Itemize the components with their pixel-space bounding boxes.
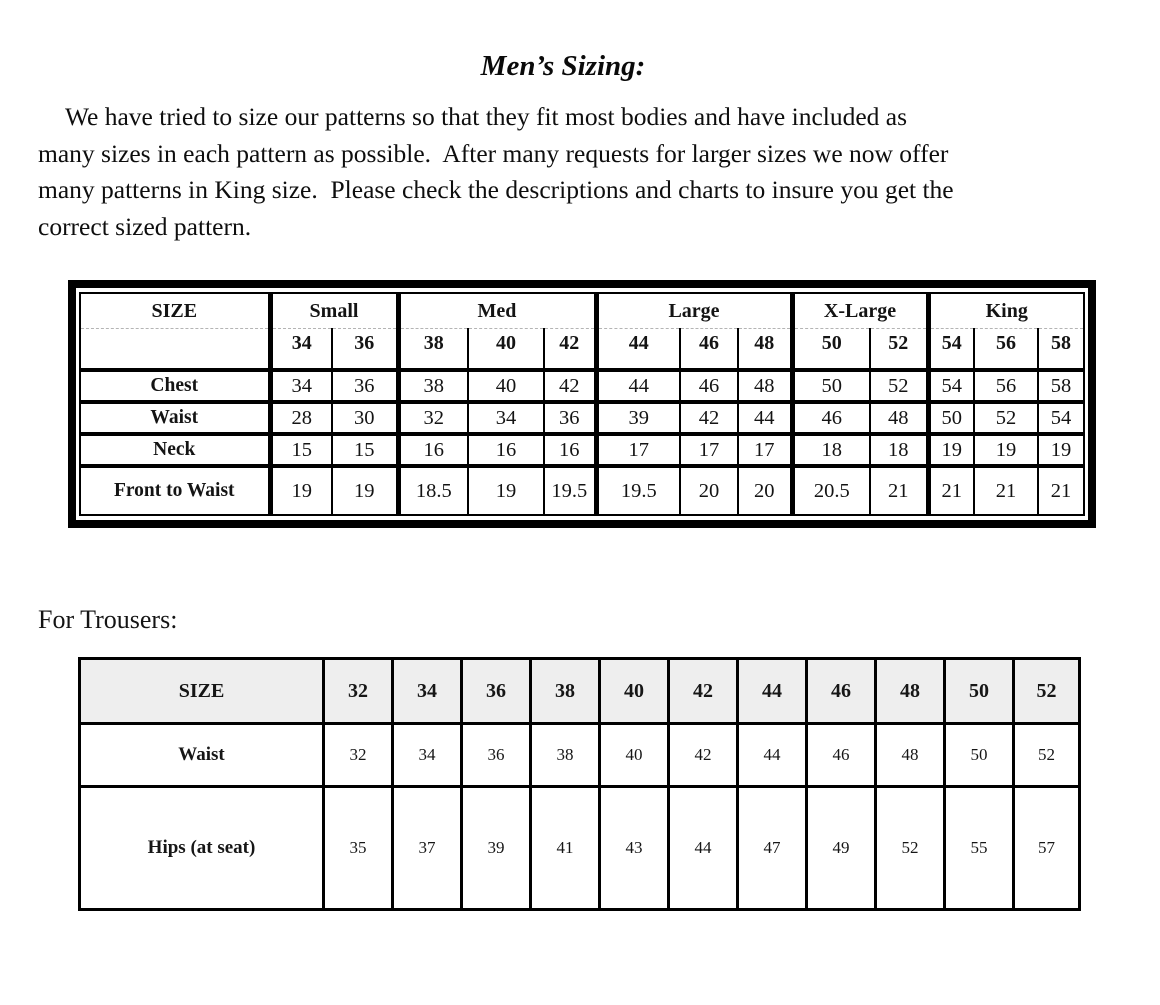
trousers-size-column-header: 42 bbox=[669, 659, 738, 724]
trousers-value-cell: 50 bbox=[945, 724, 1014, 787]
trousers-size-column-header: 50 bbox=[945, 659, 1014, 724]
size-value-cell: 18.5 bbox=[398, 466, 468, 515]
size-value-cell: 58 bbox=[1038, 370, 1084, 402]
trousers-size-column-header: 32 bbox=[324, 659, 393, 724]
size-value-cell: 52 bbox=[974, 402, 1038, 434]
measurement-row-label: Front to Waist bbox=[80, 466, 270, 515]
size-value-cell: 16 bbox=[544, 434, 596, 466]
trousers-value-cell: 52 bbox=[1014, 724, 1080, 787]
size-group-header: Med bbox=[398, 293, 596, 329]
size-column-header: 50 bbox=[792, 329, 870, 371]
size-column-header: 44 bbox=[596, 329, 680, 371]
size-table-corner-empty-cell bbox=[80, 329, 270, 371]
trousers-value-cell: 39 bbox=[462, 787, 531, 910]
size-value-cell: 19.5 bbox=[544, 466, 596, 515]
size-group-header: King bbox=[928, 293, 1084, 329]
size-value-cell: 44 bbox=[738, 402, 792, 434]
page-title: Men’s Sizing: bbox=[480, 50, 646, 82]
size-value-cell: 36 bbox=[332, 370, 398, 402]
intro-line: We have tried to size our patterns so that they fit most bodies and have included as bbox=[65, 102, 908, 131]
measurement-row-label: Hips (at seat) bbox=[80, 787, 324, 910]
size-value-cell: 42 bbox=[544, 370, 596, 402]
size-table-row bbox=[80, 466, 1084, 515]
size-column-header: 40 bbox=[468, 329, 544, 371]
intro-line: many patterns in King size. Please check the descriptions and charts to insure you get the bbox=[38, 175, 954, 205]
size-value-cell: 17 bbox=[596, 434, 680, 466]
size-column-header: 54 bbox=[928, 329, 974, 371]
size-value-cell: 17 bbox=[738, 434, 792, 466]
size-value-cell: 34 bbox=[468, 402, 544, 434]
size-value-cell: 56 bbox=[974, 370, 1038, 402]
intro-line: correct sized pattern. bbox=[38, 211, 252, 241]
size-value-cell: 16 bbox=[468, 434, 544, 466]
size-value-cell: 50 bbox=[928, 402, 974, 434]
size-value-cell: 40 bbox=[468, 370, 544, 402]
size-value-cell: 48 bbox=[870, 402, 928, 434]
trousers-value-cell: 57 bbox=[1014, 787, 1080, 910]
size-value-cell: 21 bbox=[1038, 466, 1084, 515]
size-value-cell: 20 bbox=[680, 466, 738, 515]
size-column-header: 48 bbox=[738, 329, 792, 371]
size-value-cell: 19 bbox=[928, 434, 974, 466]
trousers-value-cell: 34 bbox=[393, 724, 462, 787]
trousers-size-column-header: 40 bbox=[600, 659, 669, 724]
size-table-row bbox=[80, 370, 1084, 402]
size-value-cell: 46 bbox=[680, 370, 738, 402]
trousers-value-cell: 38 bbox=[531, 724, 600, 787]
size-column-header: 52 bbox=[870, 329, 928, 371]
intro-paragraph bbox=[38, 99, 1094, 245]
trousers-value-cell: 44 bbox=[738, 724, 807, 787]
trousers-value-cell: 37 bbox=[393, 787, 462, 910]
trousers-size-column-header: 48 bbox=[876, 659, 945, 724]
size-value-cell: 16 bbox=[398, 434, 468, 466]
size-value-cell: 34 bbox=[270, 370, 332, 402]
size-value-cell: 19 bbox=[270, 466, 332, 515]
trousers-value-cell: 48 bbox=[876, 724, 945, 787]
size-column-header: 56 bbox=[974, 329, 1038, 371]
size-value-cell: 44 bbox=[596, 370, 680, 402]
trousers-table-row bbox=[80, 724, 1080, 787]
size-table-header bbox=[80, 293, 1084, 370]
trousers-value-cell: 40 bbox=[600, 724, 669, 787]
trousers-value-cell: 43 bbox=[600, 787, 669, 910]
size-table-corner-header: SIZE bbox=[80, 293, 270, 329]
trousers-size-column-header: 46 bbox=[807, 659, 876, 724]
trousers-value-cell: 35 bbox=[324, 787, 393, 910]
size-column-header: 42 bbox=[544, 329, 596, 371]
trousers-value-cell: 47 bbox=[738, 787, 807, 910]
trousers-value-cell: 44 bbox=[669, 787, 738, 910]
size-value-cell: 28 bbox=[270, 402, 332, 434]
trousers-size-column-header: 52 bbox=[1014, 659, 1080, 724]
size-value-cell: 21 bbox=[870, 466, 928, 515]
mens-size-table-frame bbox=[68, 280, 1096, 528]
trousers-value-cell: 32 bbox=[324, 724, 393, 787]
size-column-header: 36 bbox=[332, 329, 398, 371]
size-column-header: 34 bbox=[270, 329, 332, 371]
size-value-cell: 15 bbox=[332, 434, 398, 466]
size-value-cell: 54 bbox=[1038, 402, 1084, 434]
trousers-table-header bbox=[80, 659, 1080, 724]
size-value-cell: 15 bbox=[270, 434, 332, 466]
trousers-value-cell: 49 bbox=[807, 787, 876, 910]
trousers-table bbox=[78, 657, 1081, 911]
size-value-cell: 32 bbox=[398, 402, 468, 434]
size-value-cell: 17 bbox=[680, 434, 738, 466]
size-value-cell: 52 bbox=[870, 370, 928, 402]
size-group-header: X-Large bbox=[792, 293, 928, 329]
intro-line: many sizes in each pattern as possible. After many requests for larger sizes we now offer bbox=[38, 138, 949, 168]
mens-size-table bbox=[79, 292, 1085, 516]
trousers-table-body bbox=[80, 724, 1080, 910]
trousers-value-cell: 55 bbox=[945, 787, 1014, 910]
size-value-cell: 54 bbox=[928, 370, 974, 402]
trousers-value-cell: 52 bbox=[876, 787, 945, 910]
size-value-cell: 30 bbox=[332, 402, 398, 434]
size-value-cell: 46 bbox=[792, 402, 870, 434]
size-column-header: 46 bbox=[680, 329, 738, 371]
trousers-value-cell: 46 bbox=[807, 724, 876, 787]
size-value-cell: 42 bbox=[680, 402, 738, 434]
size-table-row bbox=[80, 402, 1084, 434]
trousers-value-cell: 42 bbox=[669, 724, 738, 787]
size-value-cell: 21 bbox=[928, 466, 974, 515]
size-value-cell: 18 bbox=[792, 434, 870, 466]
trousers-value-cell: 36 bbox=[462, 724, 531, 787]
trousers-size-column-header: 36 bbox=[462, 659, 531, 724]
trousers-value-cell: 41 bbox=[531, 787, 600, 910]
size-value-cell: 21 bbox=[974, 466, 1038, 515]
measurement-row-label: Waist bbox=[80, 724, 324, 787]
size-value-cell: 19 bbox=[468, 466, 544, 515]
trousers-table-row bbox=[80, 787, 1080, 910]
size-value-cell: 20.5 bbox=[792, 466, 870, 515]
size-value-cell: 19 bbox=[974, 434, 1038, 466]
measurement-row-label: Chest bbox=[80, 370, 270, 402]
size-value-cell: 36 bbox=[544, 402, 596, 434]
trousers-size-column-header: 38 bbox=[531, 659, 600, 724]
measurement-row-label: Neck bbox=[80, 434, 270, 466]
size-value-cell: 18 bbox=[870, 434, 928, 466]
size-column-header: 58 bbox=[1038, 329, 1084, 371]
measurement-row-label: Waist bbox=[80, 402, 270, 434]
trousers-corner-header: SIZE bbox=[80, 659, 324, 724]
size-value-cell: 50 bbox=[792, 370, 870, 402]
size-table-body bbox=[80, 370, 1084, 515]
size-group-header: Small bbox=[270, 293, 398, 329]
size-value-cell: 39 bbox=[596, 402, 680, 434]
trousers-size-column-header: 44 bbox=[738, 659, 807, 724]
size-value-cell: 48 bbox=[738, 370, 792, 402]
size-value-cell: 19 bbox=[1038, 434, 1084, 466]
size-table-row bbox=[80, 434, 1084, 466]
size-column-header: 38 bbox=[398, 329, 468, 371]
size-value-cell: 19.5 bbox=[596, 466, 680, 515]
trousers-heading: For Trousers: bbox=[38, 605, 178, 635]
size-value-cell: 20 bbox=[738, 466, 792, 515]
trousers-size-column-header: 34 bbox=[393, 659, 462, 724]
size-value-cell: 19 bbox=[332, 466, 398, 515]
size-group-header: Large bbox=[596, 293, 792, 329]
size-value-cell: 38 bbox=[398, 370, 468, 402]
